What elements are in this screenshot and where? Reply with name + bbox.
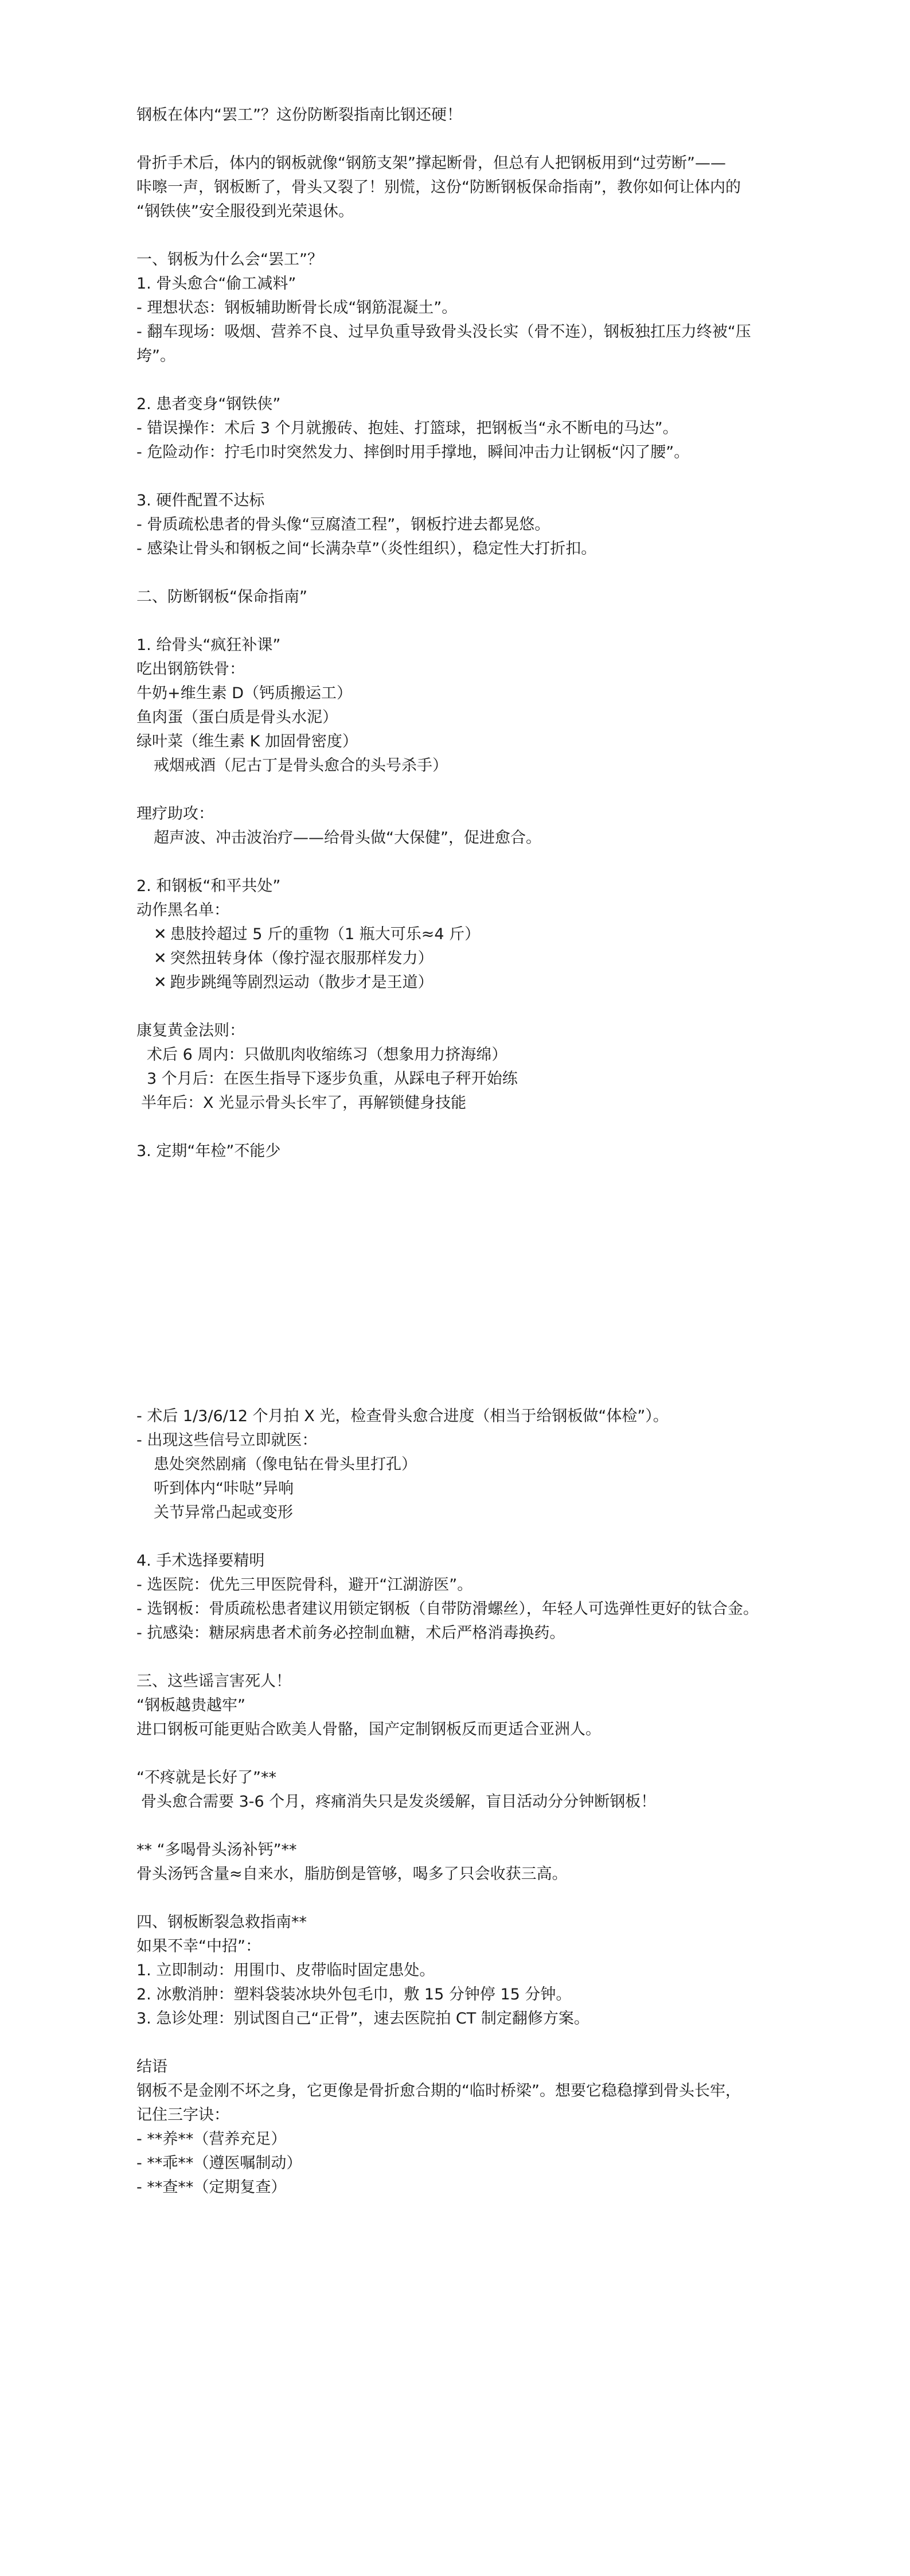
- list-item: 垮”。: [136, 347, 175, 365]
- paragraph: 骨头愈合需要 3-6 个月，疼痛消失只是发炎缓解，盲目活动分分钟断钢板！: [141, 1793, 657, 1811]
- subheading: “钢板越贵越牢”: [136, 1696, 245, 1714]
- spacer: [136, 1645, 776, 1670]
- blacklist-item: [136, 947, 776, 971]
- list-item: 3 个月后：在医生指导下逐步负重，从踩电子秤开始练: [147, 1070, 518, 1088]
- list-item: - 理想状态：钢板辅助断骨长成“钢筋混凝土”。: [136, 299, 458, 317]
- spacer: [136, 127, 776, 151]
- blacklist-item: [136, 971, 776, 995]
- subheading: “不疼就是长好了”**: [136, 1769, 276, 1787]
- cross-icon: ✕: [154, 974, 167, 991]
- list-item: - 骨质疏松患者的骨头像“豆腐渣工程”，钢板拧进去都晃悠。: [136, 516, 550, 534]
- paragraph: 进口钢板可能更贴合欧美人骨骼，国产定制钢板反而更适合亚洲人。: [136, 1721, 601, 1738]
- section-heading: 二、防断钢板“保命指南”: [136, 588, 307, 606]
- list-item: 3. 急诊处理：别试图自己“正骨”，速去医院拍 CT 制定翻修方案。: [136, 2010, 589, 2028]
- blacklist-item: [136, 923, 776, 947]
- spacer: [136, 224, 776, 248]
- spacer: [136, 561, 776, 585]
- list-item: - **乖**（遵医嘱制动）: [136, 2154, 302, 2172]
- sub-label: 吃出钢筋铁骨：: [136, 660, 245, 678]
- spacer: [136, 1814, 776, 1838]
- subheading: 4. 手术选择要精明: [136, 1552, 265, 1570]
- blacklist-item-text: 患肢拎超过 5 斤的重物（1 瓶大可乐≈4 斤）: [170, 925, 481, 943]
- list-item: 戒烟戒酒（尼古丁是骨头愈合的头号杀手）: [154, 757, 448, 775]
- sub-label: 康复黄金法则：: [136, 1022, 245, 1040]
- list-item: 绿叶菜（维生素 K 加固骨密度）: [136, 733, 358, 750]
- blacklist-item-text: 跑步跳绳等剧烈运动（散步才是王道）: [170, 974, 433, 991]
- paragraph: 钢板不是金刚不坏之身，它更像是骨折愈合期的“临时桥梁”。想要它稳稳撑到骨头长牢，: [136, 2082, 741, 2100]
- subheading: 2. 患者变身“钢铁侠”: [136, 395, 281, 413]
- list-item: - **养**（营养充足）: [136, 2130, 287, 2148]
- paragraph: 骨头汤钙含量≈自来水，脂肪倒是管够，喝多了只会收获三高。: [136, 1865, 568, 1883]
- list-item: 牛奶+维生素 D（钙质搬运工）: [136, 684, 352, 702]
- spacer: [136, 2031, 776, 2055]
- section-heading: 结语: [136, 2058, 167, 2076]
- list-item: 2. 冰敷消肿：塑料袋装冰块外包毛巾，敷 15 分钟停 15 分钟。: [136, 1986, 572, 2003]
- subheading: ** “多喝骨头汤补钙”**: [136, 1841, 297, 1859]
- sub-label: 理疗助攻：: [136, 805, 214, 823]
- cross-icon: ✕: [154, 950, 167, 967]
- subheading: 3. 硬件配置不达标: [136, 492, 265, 509]
- list-item: 关节异常凸起或变形: [154, 1504, 293, 1522]
- spacer: [136, 995, 776, 1019]
- list-item: - 错误操作：术后 3 个月就搬砖、抱娃、打篮球，把钢板当“永不断电的马达”。: [136, 419, 678, 437]
- spacer: [136, 850, 776, 874]
- list-item: - **查**（定期复查）: [136, 2178, 287, 2196]
- subheading: 3. 定期“年检”不能少: [136, 1142, 281, 1160]
- list-item: - 感染让骨头和钢板之间“长满杂草”（炎性组织），稳定性大打折扣。: [136, 540, 597, 558]
- spacer: [136, 368, 776, 392]
- section-heading: 四、钢板断裂急救指南**: [136, 1913, 307, 1931]
- list-item: - 术后 1/3/6/12 个月拍 X 光，检查骨头愈合进度（相当于给钢板做“体检”）。: [136, 1407, 669, 1425]
- list-item: - 出现这些信号立即就医：: [136, 1431, 318, 1449]
- list-item: - 选钢板：骨质疏松患者建议用锁定钢板（自带防滑螺丝），年轻人可选弹性更好的钛合金。: [136, 1600, 759, 1618]
- list-item: 鱼肉蛋（蛋白质是骨头水泥）: [136, 709, 338, 726]
- blank-area: [136, 1164, 776, 1404]
- sub-label: 动作黑名单：: [136, 901, 229, 919]
- list-item: 1. 立即制动：用围巾、皮带临时固定患处。: [136, 1962, 435, 1979]
- section-heading: 一、钢板为什么会“罢工”？: [136, 251, 323, 269]
- cross-icon: ✕: [154, 925, 167, 943]
- list-item: 半年后：X 光显示骨头长牢了，再解锁健身技能: [141, 1094, 467, 1112]
- section-heading: 三、这些谣言害死人！: [136, 1672, 291, 1690]
- blacklist-item-text: 突然扭转身体（像拧湿衣服那样发力）: [170, 950, 433, 967]
- article-title: 钢板在体内“罢工”？这份防断裂指南比钢还硬！: [136, 106, 462, 124]
- list-item: 患处突然剧痛（像电钻在骨头里打孔）: [154, 1456, 417, 1473]
- article: [136, 103, 776, 2200]
- list-item: - 危险动作：拧毛巾时突然发力、摔倒时用手撑地，瞬间冲击力让钢板“闪了腰”。: [136, 443, 690, 461]
- list-item: 听到体内“咔哒”异响: [154, 1480, 294, 1497]
- list-item: - 抗感染：糖尿病患者术前务必控制血糖，术后严格消毒换药。: [136, 1624, 565, 1642]
- subheading: 2. 和钢板“和平共处”: [136, 877, 281, 895]
- spacer: [136, 1742, 776, 1766]
- intro-line: 骨折手术后，体内的钢板就像“钢筋支架”撑起断骨，但总有人把钢板用到“过劳断”——: [136, 154, 726, 172]
- subheading: 1. 给骨头“疯狂补课”: [136, 636, 281, 654]
- list-item: 超声波、冲击波治疗——给骨头做“大保健”，促进愈合。: [154, 829, 541, 847]
- paragraph: 记住三字诀：: [136, 2106, 229, 2124]
- list-item: - 翻车现场：吸烟、营养不良、过早负重导致骨头没长实（骨不连），钢板独扛压力终被“压: [136, 323, 751, 341]
- subheading: 1. 骨头愈合“偷工减料”: [136, 275, 296, 293]
- spacer: [136, 1115, 776, 1139]
- spacer: [136, 609, 776, 633]
- spacer: [136, 778, 776, 802]
- list-item: 术后 6 周内：只做肌肉收缩练习（想象用力挤海绵）: [147, 1046, 507, 1064]
- list-item: - 选医院：优先三甲医院骨科，避开“江湖游医”。: [136, 1576, 473, 1594]
- spacer: [136, 1886, 776, 1910]
- intro-line: 咔嚓一声，钢板断了，骨头又裂了！别慌，这份“防断钢板保命指南”，教你如何让体内的: [136, 178, 741, 196]
- intro-line: “钢铁侠”安全服役到光荣退休。: [136, 203, 354, 220]
- sub-label: 如果不幸“中招”：: [136, 1937, 261, 1955]
- spacer: [136, 1525, 776, 1549]
- spacer: [136, 465, 776, 489]
